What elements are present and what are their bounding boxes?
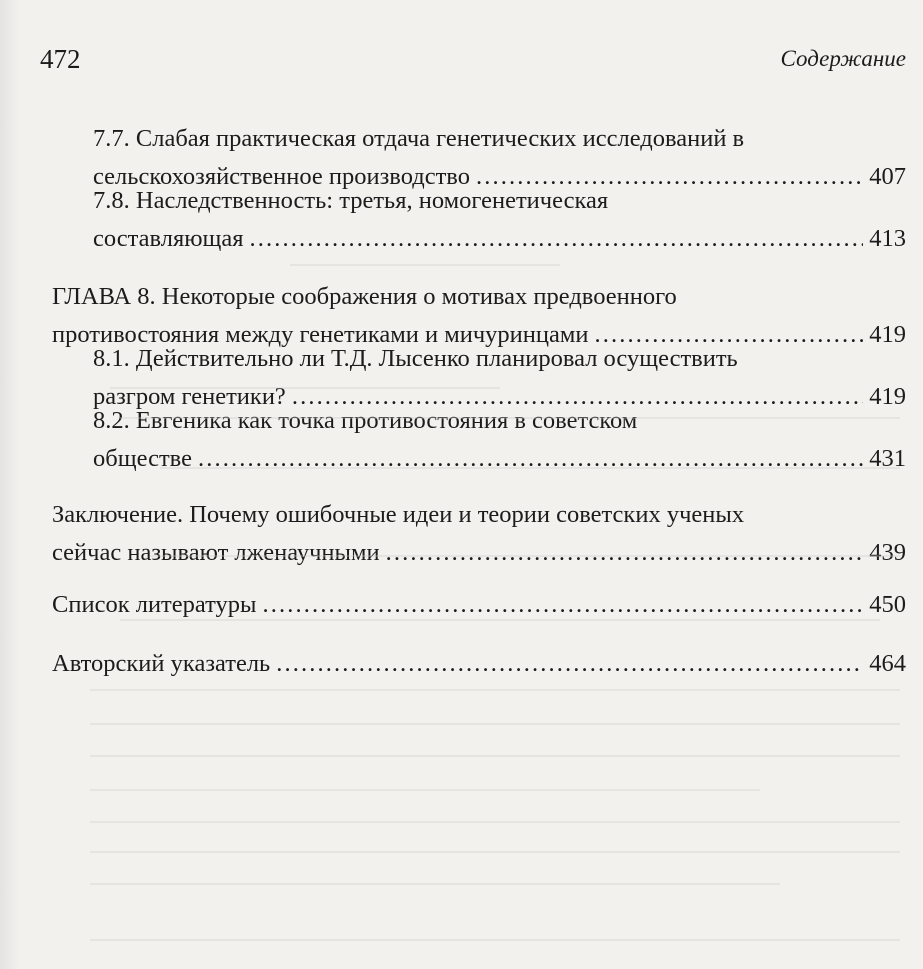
toc-page-number: 431	[869, 445, 906, 472]
toc-entry-text: Заключение. Почему ошибочные идеи и теории советских ученых	[52, 501, 745, 528]
toc-page-number: 464	[869, 650, 906, 677]
page-number: 472	[40, 44, 81, 74]
toc-entry-text: Список литературы	[52, 591, 257, 618]
toc-page-number: 407	[869, 163, 906, 190]
toc-entry-text: Авторский указатель	[52, 650, 271, 677]
toc-entry-text: сейчас называют лженаучными	[52, 539, 380, 566]
toc-entry-text: разгром генетики?	[93, 383, 286, 410]
toc-entry-text: составляющая	[93, 225, 244, 252]
toc-entry-text: ГЛАВА 8. Некоторые соображения о мотивах предвоенного	[52, 283, 677, 310]
toc-entry-text: сельскохозяйственное производство	[93, 163, 470, 190]
toc-entry-text: 7.8. Наследственность: третья, номогенетическая	[93, 187, 609, 214]
toc-page-number: 439	[869, 539, 906, 566]
running-header: Содержание	[780, 46, 906, 71]
toc-page-number: 419	[869, 321, 906, 348]
toc-entry-text: 8.1. Действительно ли Т.Д. Лысенко планировал осуществить	[93, 345, 738, 372]
toc-entry-text: противостояния между генетиками и мичуринцами	[52, 321, 589, 348]
toc-entry-text: обществе	[93, 445, 192, 472]
toc-entry-text: 8.2. Евгеника как точка противостояния в советском	[93, 407, 638, 434]
toc-page-number: 419	[869, 383, 906, 410]
toc-page-number: 413	[869, 225, 906, 252]
toc-entry-text: 7.7. Слабая практическая отдача генетических исследований в	[93, 125, 745, 152]
toc-page-number: 450	[869, 591, 906, 618]
